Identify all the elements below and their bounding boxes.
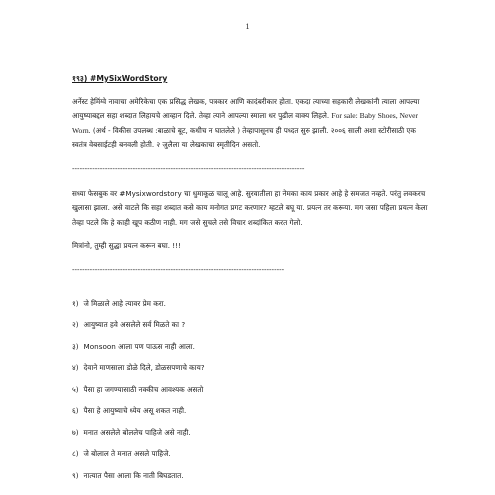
- list-item-text: पैसा हा जगण्यासाठी नक्कीच आवश्यक असतो: [83, 384, 204, 394]
- list-item-text: देवाने माणसाला डोळे दिले, डोळसपणाचे काय?: [83, 363, 205, 373]
- list-item-number: ९): [72, 470, 79, 480]
- list-item: [72, 318, 432, 340]
- list-item: [72, 426, 432, 448]
- document-body: [72, 72, 432, 490]
- page-number: 1: [245, 22, 250, 31]
- list-item-text: Monsoon आला पण पाऊस नाही आला.: [83, 341, 195, 351]
- intro-text-end: (अर्थ - विकीस उपलब्ध :बाळाचे बूट, कधीच न घातलेले ) तेव्हापासूनच ही पध्दत सुरु झाली. २००६ साली अशा स्टोरीसाठी एक स्वतंत्र वेबसाईटही बनवली होती. २ जुलैला या लेखकाचा स्मृतीदिन असतो.: [72, 125, 416, 150]
- six-word-story-quote: For sale: Baby Shoes, Never Worn.: [72, 111, 419, 135]
- intro-text-start: अर्नेस्ट हेमिंग्वे नावाचा अमेरिकेचा एक प्रसिद्ध लेखक, पत्रकार आणि कादंबरीकार होता. एकदा त्याच्या सहकारी लेखकांनी त्याला आपल्या आयुष्याबद्दल सहा शब्दात लिहायचे आव्हान दिले. तेव्हा त्याने आपल्या स्माला धर पुढील वाक्य लिहले.: [72, 96, 420, 121]
- dashed-separator: --------------------------------------------------------------------------------------------: [72, 164, 305, 173]
- list-item: [72, 361, 432, 383]
- six-word-story-list: [72, 297, 432, 491]
- list-item-number: २): [72, 320, 79, 330]
- list-item-text: मनात असलेले बोललेच पाहिजे असे नाही.: [83, 427, 191, 437]
- list-item-text: जे मिळाले आहे त्यावर प्रेम करा.: [83, 298, 166, 308]
- list-item-number: ६): [72, 406, 79, 416]
- list-item-text: पैसा हे आयुष्याचे ध्येय असू शकत नाही.: [83, 406, 187, 416]
- list-item-number: ४): [72, 363, 79, 373]
- list-item-number: ३): [72, 341, 79, 351]
- list-item: [72, 383, 432, 405]
- list-item-number: ८): [72, 449, 79, 459]
- list-item-text: जे बोलाल ते मनात असले पाहिजे.: [83, 449, 171, 459]
- list-item: [72, 404, 432, 426]
- dashed-separator: ------------------------------------------------------------------------------------: [72, 265, 285, 274]
- section-heading: १९३) #MySixWordStory: [72, 74, 168, 83]
- list-item-text: नात्यात पैसा आला कि नाती बिघडतात.: [83, 470, 184, 480]
- closing-line: मित्रांनो, तुम्ही सुद्धा प्रयत्न करून बघा. !!!: [72, 241, 181, 251]
- list-item: [72, 469, 432, 491]
- list-item: [72, 297, 432, 319]
- list-item: [72, 340, 432, 362]
- list-item-number: ७): [72, 427, 79, 437]
- intro-paragraph: [72, 95, 432, 153]
- facebook-paragraph: सध्या फेसबुक वर #Mysixwordstory चा धुमाकूळ चालू आहे. सुरवातीला हा नेमका काय प्रकार आहे हे समजत नव्हते. परंतु लवकरच खुलासा झाला. असे वाटले कि सहा शब्दात कसे काय मनोगत प्रगट करणार? म्हटले बघू या. प्रयत्न तर करूया. मग जसा पहिला प्रयत्न केला तेव्हा पटले कि हे काही खूप कठीण नाही. मग जसे सुचले तसे विचार शब्दांकित करत गेलो.: [72, 188, 428, 227]
- list-item-number: ५): [72, 384, 79, 394]
- list-item-text: आयुष्यात हवे असलेले सर्व मिळते का ?: [83, 320, 186, 330]
- list-item-number: १): [72, 298, 79, 308]
- list-item: [72, 447, 432, 469]
